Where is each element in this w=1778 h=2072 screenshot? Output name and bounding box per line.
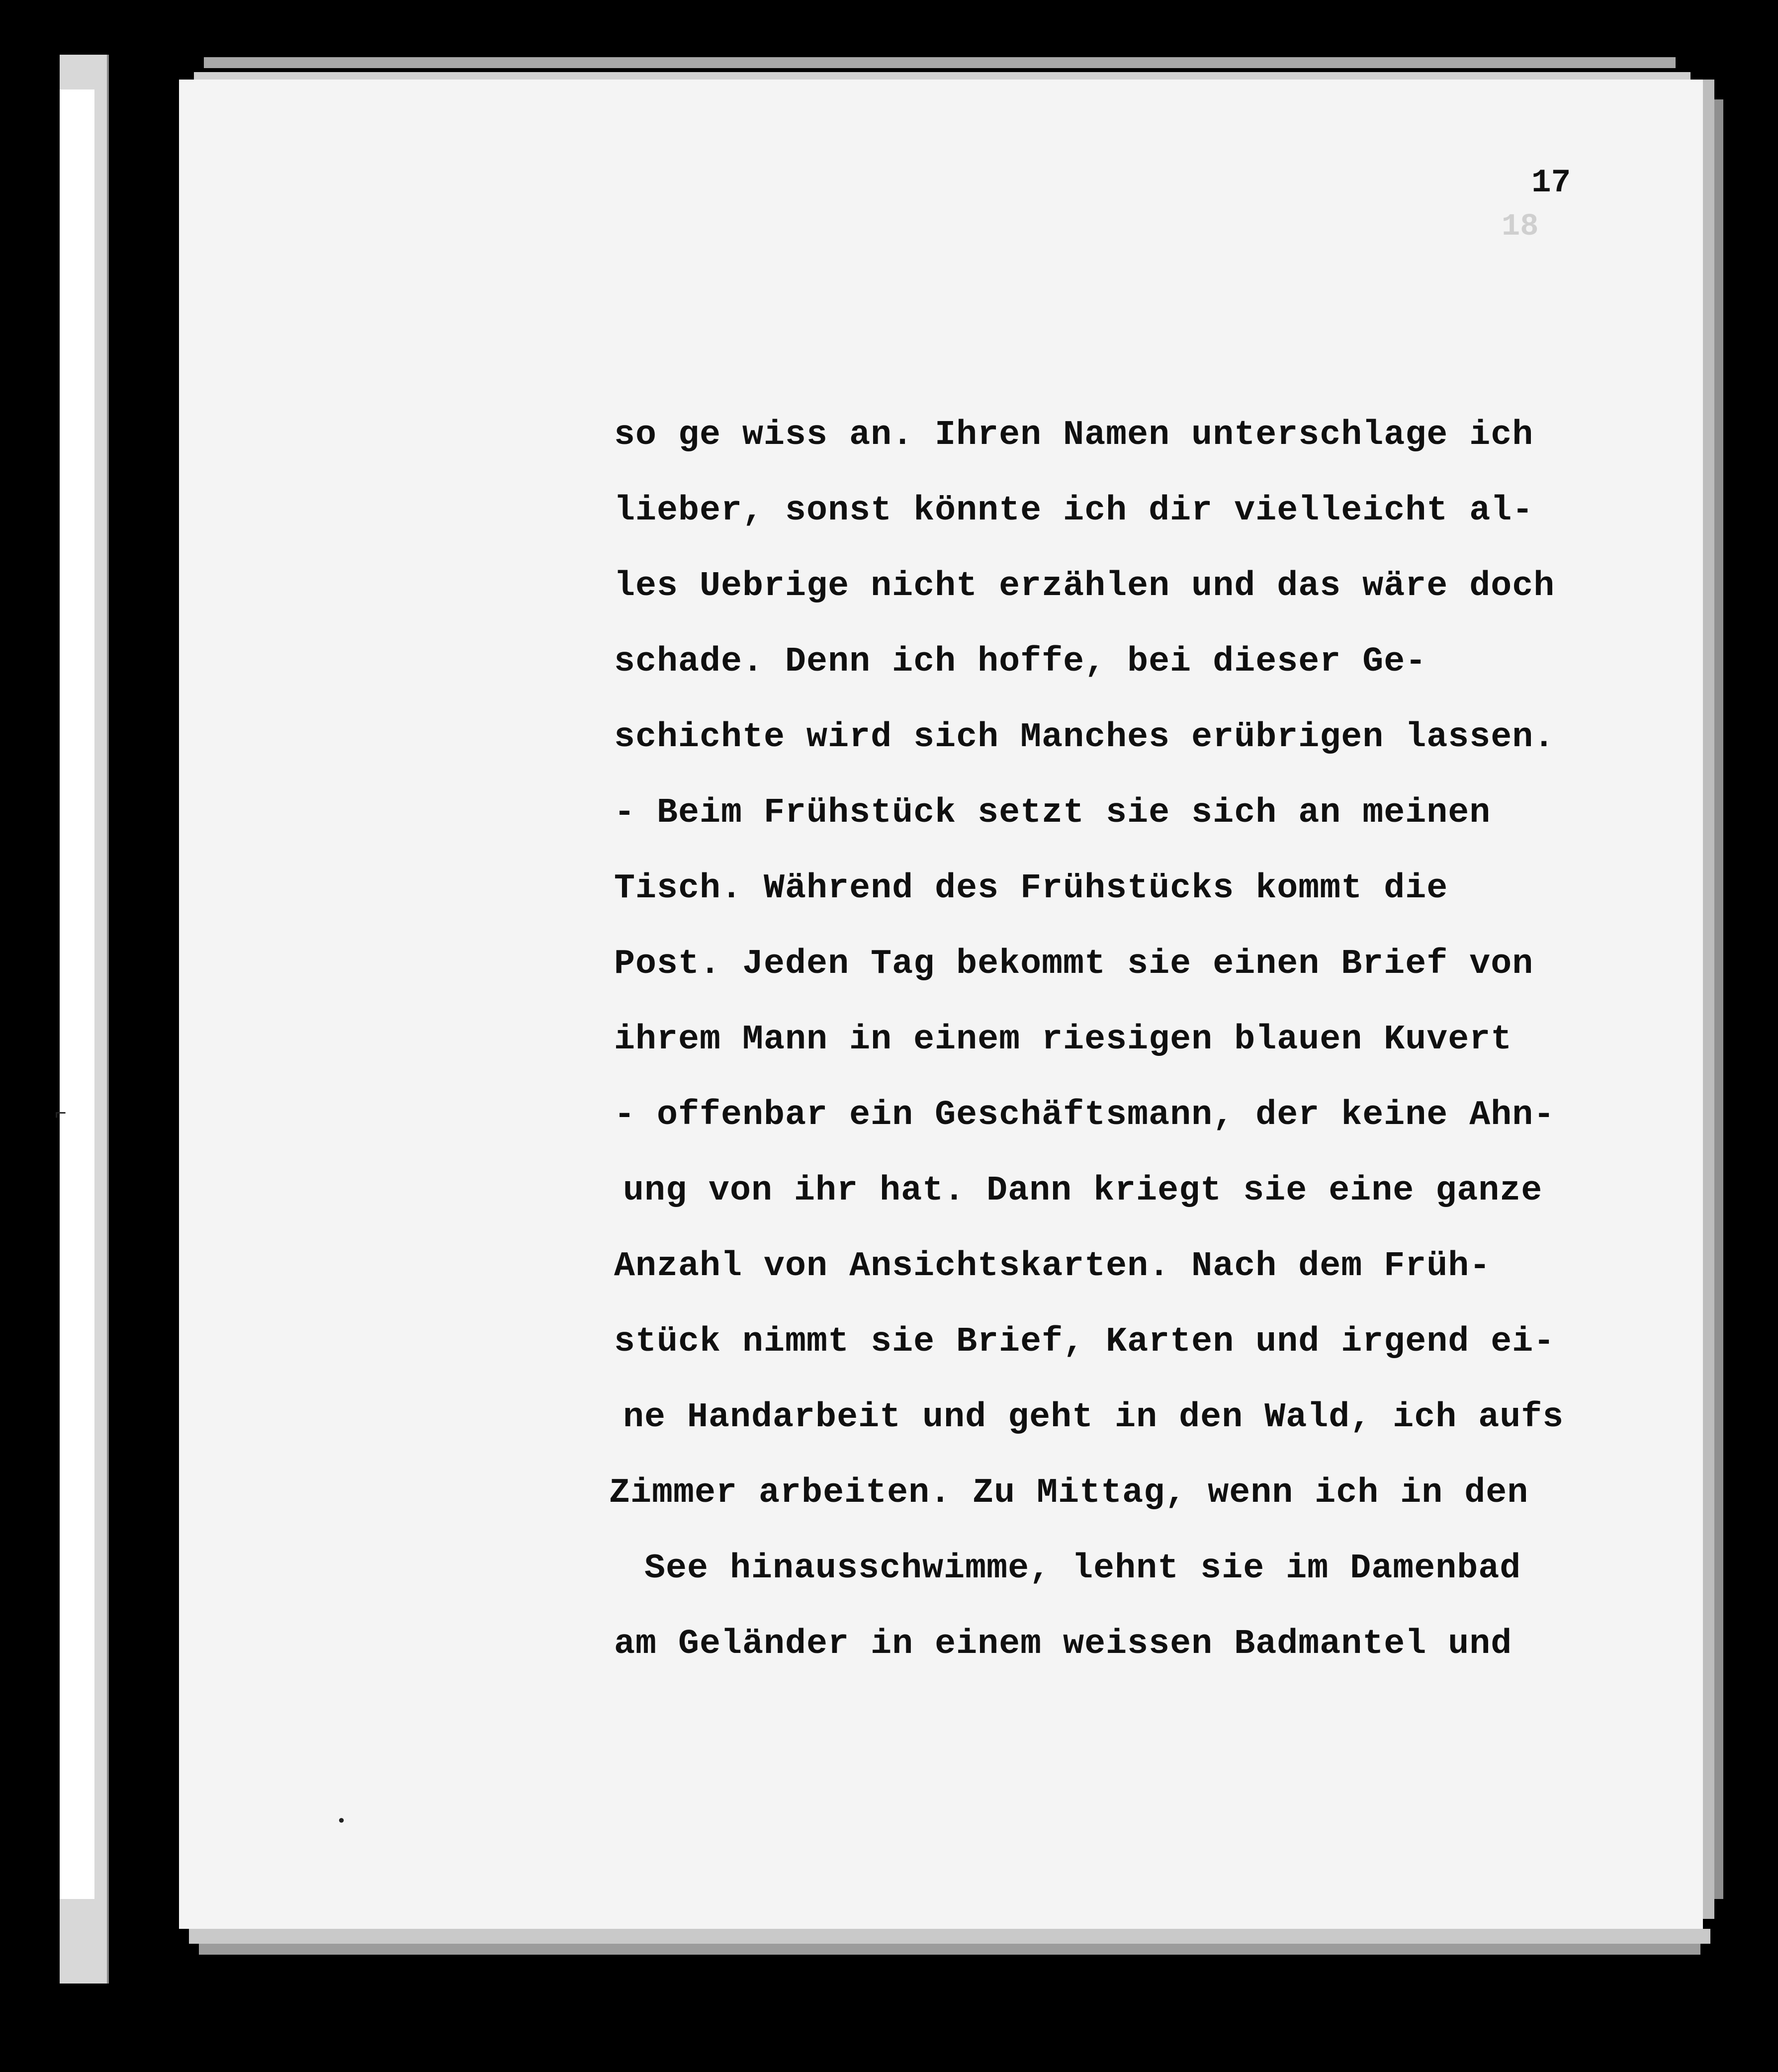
page-stack-edge-right-outer <box>1714 99 1723 1899</box>
text-line: stück nimmt sie Brief, Karten und irgend ei- <box>614 1322 1555 1362</box>
page-stack-edge-bottom <box>189 1929 1710 1944</box>
page-stack-edge-top <box>204 57 1676 68</box>
page-number: 17 <box>1531 164 1571 201</box>
page-stack-edge-bottom-outer <box>199 1944 1700 1955</box>
text-line: ihrem Mann in einem riesigen blauen Kuvert <box>614 1020 1512 1059</box>
text-line: - offenbar ein Geschäftsmann, der keine Ahn- <box>614 1096 1555 1135</box>
text-line: See hinausschwimme, lehnt sie im Damenbad <box>623 1549 1521 1588</box>
typed-text-block <box>609 398 1564 1682</box>
text-line: Tisch. Während des Frühstücks kommt die <box>614 869 1448 908</box>
text-line: Anzahl von Ansichtskarten. Nach dem Früh- <box>614 1247 1491 1286</box>
adjacent-page-edge <box>60 55 109 1984</box>
text-line: Post. Jeden Tag bekommt sie einen Brief von <box>614 945 1534 984</box>
text-line: Zimmer arbeiten. Zu Mittag, wenn ich in den <box>609 1473 1529 1513</box>
margin-ink-mark: ⌐ <box>55 1104 67 1126</box>
text-line: so ge wiss an. Ihren Namen unterschlage ich <box>614 416 1534 455</box>
text-line: schichte wird sich Manches erübrigen lassen. <box>614 718 1555 757</box>
text-line: ung von ihr hat. Dann kriegt sie eine ganze <box>623 1171 1543 1210</box>
text-line: - Beim Frühstück setzt sie sich an meinen <box>614 793 1491 833</box>
text-line: les Uebrige nicht erzählen und das wäre doch <box>614 567 1555 606</box>
text-line: lieber, sonst könnte ich dir vielleicht al- <box>614 491 1534 530</box>
text-line: am Geländer in einem weissen Badmantel und <box>614 1625 1512 1664</box>
ink-speck: ● <box>338 1814 345 1827</box>
adjacent-page-strip <box>60 89 94 1899</box>
typewritten-page <box>55 80 1703 1929</box>
faint-page-number: 18 <box>1502 209 1539 244</box>
text-line: ne Handarbeit und geht in den Wald, ich aufs <box>623 1398 1564 1437</box>
text-line: schade. Denn ich hoffe, bei dieser Ge- <box>614 642 1427 682</box>
